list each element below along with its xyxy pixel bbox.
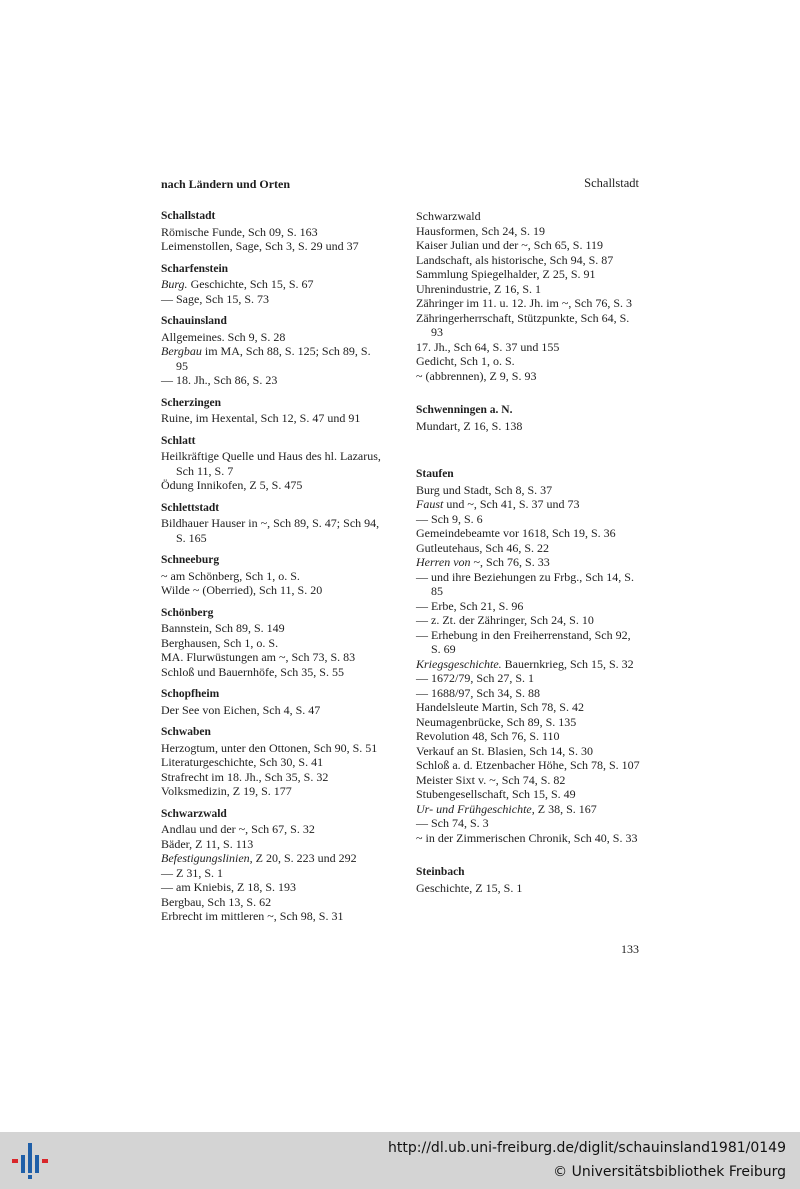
entry-text: — Erhebung in den Freiherrenstand, Sch 92, S. 69: [416, 627, 631, 656]
index-entry: [416, 729, 640, 744]
entry-italic-term: Befestigungslinien,: [161, 851, 253, 865]
entry-text: — Sch 74, S. 3: [416, 816, 489, 830]
entry-text: Geschichte, Sch 15, S. 67: [187, 277, 314, 291]
index-entry: [416, 369, 640, 384]
entry-text: Bildhauer Hauser in ~, Sch 89, S. 47; Sch 94, S. 165: [161, 516, 380, 545]
index-entry: [161, 866, 385, 881]
index-entry: [416, 881, 640, 896]
entry-text: Leimenstollen, Sage, Sch 3, S. 29 und 37: [161, 239, 359, 253]
index-entry: [416, 570, 640, 599]
entry-text: Gedicht, Sch 1, o. S.: [416, 354, 515, 368]
index-entry: [416, 541, 640, 556]
index-entry: [161, 373, 385, 388]
section-heading: Schwaben: [161, 726, 211, 738]
index-entry: [161, 636, 385, 651]
page-number: 133: [621, 942, 639, 956]
index-section: [161, 807, 385, 924]
entry-text: Burg und Stadt, Sch 8, S. 37: [416, 482, 553, 497]
entry-italic-term: Burg.: [161, 277, 188, 291]
entry-text: ~ in der Zimmerischen Chronik, Sch 40, S. 33: [416, 830, 638, 845]
index-section: [161, 606, 385, 680]
entry-text: Bergbau, Sch 13, S. 62: [161, 894, 272, 909]
entry-text: Volksmedizin, Z 19, S. 177: [161, 784, 292, 798]
index-entry: [416, 267, 640, 282]
entry-italic-term: Kriegsgeschichte.: [416, 656, 502, 671]
entry-text: — und ihre Beziehungen zu Frbg., Sch 14, S. 85: [416, 569, 634, 598]
entry-text: MA. Flurwüstungen am ~, Sch 73, S. 83: [161, 650, 356, 664]
entry-text: — Sch 9, S. 6: [416, 511, 483, 526]
section-heading: Steinbach: [416, 866, 465, 878]
entry-text: — am Kniebis, Z 18, S. 193: [161, 880, 296, 894]
entry-text: Allgemeines. Sch 9, S. 28: [161, 329, 286, 344]
entry-text: Zähringer im 11. u. 12. Jh. im ~, Sch 76, S. 3: [416, 296, 633, 310]
section-heading: Scharfenstein: [161, 262, 229, 275]
entry-italic-term: Herren von: [416, 555, 471, 569]
entry-text: Meister Sixt v. ~, Sch 74, S. 82: [416, 772, 566, 787]
entry-text: Z 20, S. 223 und 292: [252, 851, 357, 865]
index-entry: [161, 583, 385, 598]
index-entry: [416, 419, 640, 434]
index-entry: [416, 296, 640, 311]
entry-text: und ~, Sch 41, S. 37 und 73: [443, 497, 580, 511]
section-heading: Schauinsland: [161, 315, 227, 327]
entry-text: — Erbe, Sch 21, S. 96: [416, 598, 524, 613]
section-heading: Schwenningen a. N.: [416, 404, 513, 416]
index-entry: [161, 478, 385, 493]
index-section: [161, 553, 385, 598]
entry-text: — 18. Jh., Sch 86, S. 23: [161, 373, 278, 387]
index-entry: [416, 628, 640, 657]
entry-text: Gemeindebeamte vor 1618, Sch 19, S. 36: [416, 526, 616, 540]
index-section: [161, 434, 385, 493]
index-entry: [161, 784, 385, 799]
index-entry: [416, 657, 640, 672]
entry-text: Herzogtum, unter den Ottonen, Sch 90, S. 51: [161, 740, 378, 755]
index-entry: [161, 411, 385, 426]
index-entry: [416, 555, 640, 570]
index-entry: [416, 311, 640, 340]
section-heading: Schneeburg: [161, 554, 220, 566]
index-entry: [416, 238, 640, 253]
index-entry: [416, 599, 640, 614]
index-entry: [416, 758, 640, 773]
index-entry: [161, 703, 385, 718]
entry-text: Heilkräftige Quelle und Haus des hl. Lazarus, Sch 11, S. 7: [161, 449, 381, 478]
entry-text: Mundart, Z 16, S. 138: [416, 418, 523, 433]
entry-text: Zähringerherrschaft, Stützpunkte, Sch 64, S. 93: [416, 310, 630, 339]
entry-text: Bauernkrieg, Sch 15, S. 32: [501, 656, 634, 671]
index-section: [161, 314, 385, 388]
entry-text: Bäder, Z 11, S. 113: [161, 836, 254, 851]
running-head-right: Schallstadt: [584, 176, 639, 190]
entry-text: Hausformen, Sch 24, S. 19: [416, 223, 545, 238]
index-entry: [161, 837, 385, 852]
index-entry: [416, 340, 640, 355]
section-heading: Schallstadt: [161, 210, 216, 222]
entry-italic-term: Faust: [416, 497, 444, 511]
entry-text: Landschaft, als historische, Sch 94, S. 87: [416, 252, 614, 267]
index-section: [416, 467, 640, 845]
entry-italic-term: Bergbau: [161, 344, 202, 358]
entry-text: Bannstein, Sch 89, S. 149: [161, 621, 285, 635]
index-entry: [416, 224, 640, 239]
index-column-right: [416, 209, 640, 895]
entry-text: Neumagenbrücke, Sch 89, S. 135: [416, 714, 577, 729]
entry-text: Erbrecht im mittleren ~, Sch 98, S. 31: [161, 909, 344, 923]
copyright-notice: © Universitätsbibliothek Freiburg: [553, 1164, 786, 1180]
index-entry: [416, 816, 640, 831]
entry-text: Revolution 48, Sch 76, S. 110: [416, 729, 560, 743]
index-entry: [161, 770, 385, 785]
entry-text: Berghausen, Sch 1, o. S.: [161, 635, 279, 650]
index-entry: [161, 851, 385, 866]
index-entry: [416, 512, 640, 527]
entry-text: — Sage, Sch 15, S. 73: [161, 291, 269, 306]
entry-text: Literaturgeschichte, Sch 30, S. 41: [161, 755, 324, 769]
entry-text: Der See von Eichen, Sch 4, S. 47: [161, 702, 321, 717]
index-entry: [416, 686, 640, 701]
index-entry: [161, 880, 385, 895]
index-entry: [416, 773, 640, 788]
entry-text: Schloß und Bauernhöfe, Sch 35, S. 55: [161, 664, 344, 679]
section-heading: Scherzingen: [161, 396, 222, 409]
index-entry: [416, 483, 640, 498]
entry-text: ~, Sch 76, S. 33: [470, 555, 550, 569]
section-heading: Schlettstadt: [161, 501, 220, 514]
entry-text: ~ (abbrennen), Z 9, S. 93: [416, 368, 537, 383]
index-entry: [161, 895, 385, 910]
entry-text: Verkauf an St. Blasien, Sch 14, S. 30: [416, 743, 593, 758]
index-entry: [161, 665, 385, 680]
index-entry: [416, 700, 640, 715]
section-heading: Schlatt: [161, 434, 196, 447]
index-entry: [161, 292, 385, 307]
entry-text: Stubengesellschaft, Sch 15, S. 49: [416, 787, 576, 801]
entry-text: Ödung Innikofen, Z 5, S. 475: [161, 478, 303, 492]
index-entry: [416, 282, 640, 297]
index-section: [161, 501, 385, 546]
index-section: [161, 687, 385, 717]
index-entry: [416, 497, 640, 512]
index-entry: [416, 744, 640, 759]
index-entry: [161, 621, 385, 636]
index-entry: [416, 526, 640, 541]
index-entry: [161, 239, 385, 254]
index-entry: [161, 225, 385, 240]
index-section: [161, 725, 385, 799]
index-section: [416, 865, 640, 895]
index-entry: [161, 909, 385, 924]
index-entry: [161, 344, 385, 373]
index-entry: [416, 802, 640, 817]
index-entry: [161, 516, 385, 545]
entry-text: ~ am Schönberg, Sch 1, o. S.: [161, 568, 300, 583]
index-entry: [161, 330, 385, 345]
ub-freiburg-logo-icon: [10, 1141, 50, 1181]
index-section: [416, 403, 640, 433]
index-entry: [416, 831, 640, 846]
index-entry: [161, 449, 385, 478]
entry-text: — 1688/97, Sch 34, S. 88: [416, 685, 541, 700]
index-entry: [416, 787, 640, 802]
entry-italic-term: Ur- und Frühgeschichte,: [416, 801, 535, 816]
index-section: [416, 209, 640, 383]
entry-text: Geschichte, Z 15, S. 1: [416, 880, 523, 895]
index-column-left: [161, 209, 385, 924]
entry-text: — 1672/79, Sch 27, S. 1: [416, 671, 535, 685]
entry-text: — Z 31, S. 1: [161, 865, 224, 880]
entry-text: 17. Jh., Sch 64, S. 37 und 155: [416, 339, 560, 354]
entry-text: Uhrenindustrie, Z 16, S. 1: [416, 281, 541, 296]
index-section: [161, 396, 385, 426]
entry-text: Wilde ~ (Oberried), Sch 11, S. 20: [161, 583, 323, 597]
index-entry: [161, 277, 385, 292]
section-heading: Schönberg: [161, 606, 214, 619]
index-section: [161, 209, 385, 254]
section-heading: Staufen: [416, 468, 454, 480]
entry-text: Ruine, im Hexental, Sch 12, S. 47 und 91: [161, 411, 361, 425]
entry-text: Strafrecht im 18. Jh., Sch 35, S. 32: [161, 769, 329, 784]
entry-text: — z. Zt. der Zähringer, Sch 24, S. 10: [416, 613, 594, 627]
index-entry: [161, 741, 385, 756]
source-url-link[interactable]: http://dl.ub.uni-freiburg.de/diglit/schauinsland1981/0149: [388, 1140, 786, 1156]
entry-text: Andlau und der ~, Sch 67, S. 32: [161, 822, 315, 836]
index-entry: [416, 671, 640, 686]
entry-text: Handelsleute Martin, Sch 78, S. 42: [416, 700, 584, 714]
index-entry: [161, 569, 385, 584]
entry-text: Römische Funde, Sch 09, S. 163: [161, 224, 318, 239]
index-entry: [161, 822, 385, 837]
section-continued-heading: Schwarzwald: [416, 209, 481, 223]
entry-text: Schloß a. d. Etzenbacher Höhe, Sch 78, S. 107: [416, 758, 640, 772]
index-entry: [416, 715, 640, 730]
library-footer: [0, 1132, 800, 1189]
section-heading: Schwarzwald: [161, 807, 227, 820]
index-entry: [416, 613, 640, 628]
index-section: [161, 262, 385, 307]
index-entry: [161, 755, 385, 770]
entry-text: Z 38, S. 167: [534, 801, 597, 816]
entry-text: Kaiser Julian und der ~, Sch 65, S. 119: [416, 238, 604, 252]
index-entry: [161, 650, 385, 665]
entry-text: Sammlung Spiegelhalder, Z 25, S. 91: [416, 267, 596, 281]
entry-text: im MA, Sch 88, S. 125; Sch 89, S. 95: [176, 344, 371, 373]
index-entry: [416, 253, 640, 268]
index-entry: [416, 354, 640, 369]
running-head-left: nach Ländern und Orten: [161, 177, 291, 191]
section-heading: Schopfheim: [161, 688, 220, 700]
entry-text: Gutleutehaus, Sch 46, S. 22: [416, 540, 549, 555]
